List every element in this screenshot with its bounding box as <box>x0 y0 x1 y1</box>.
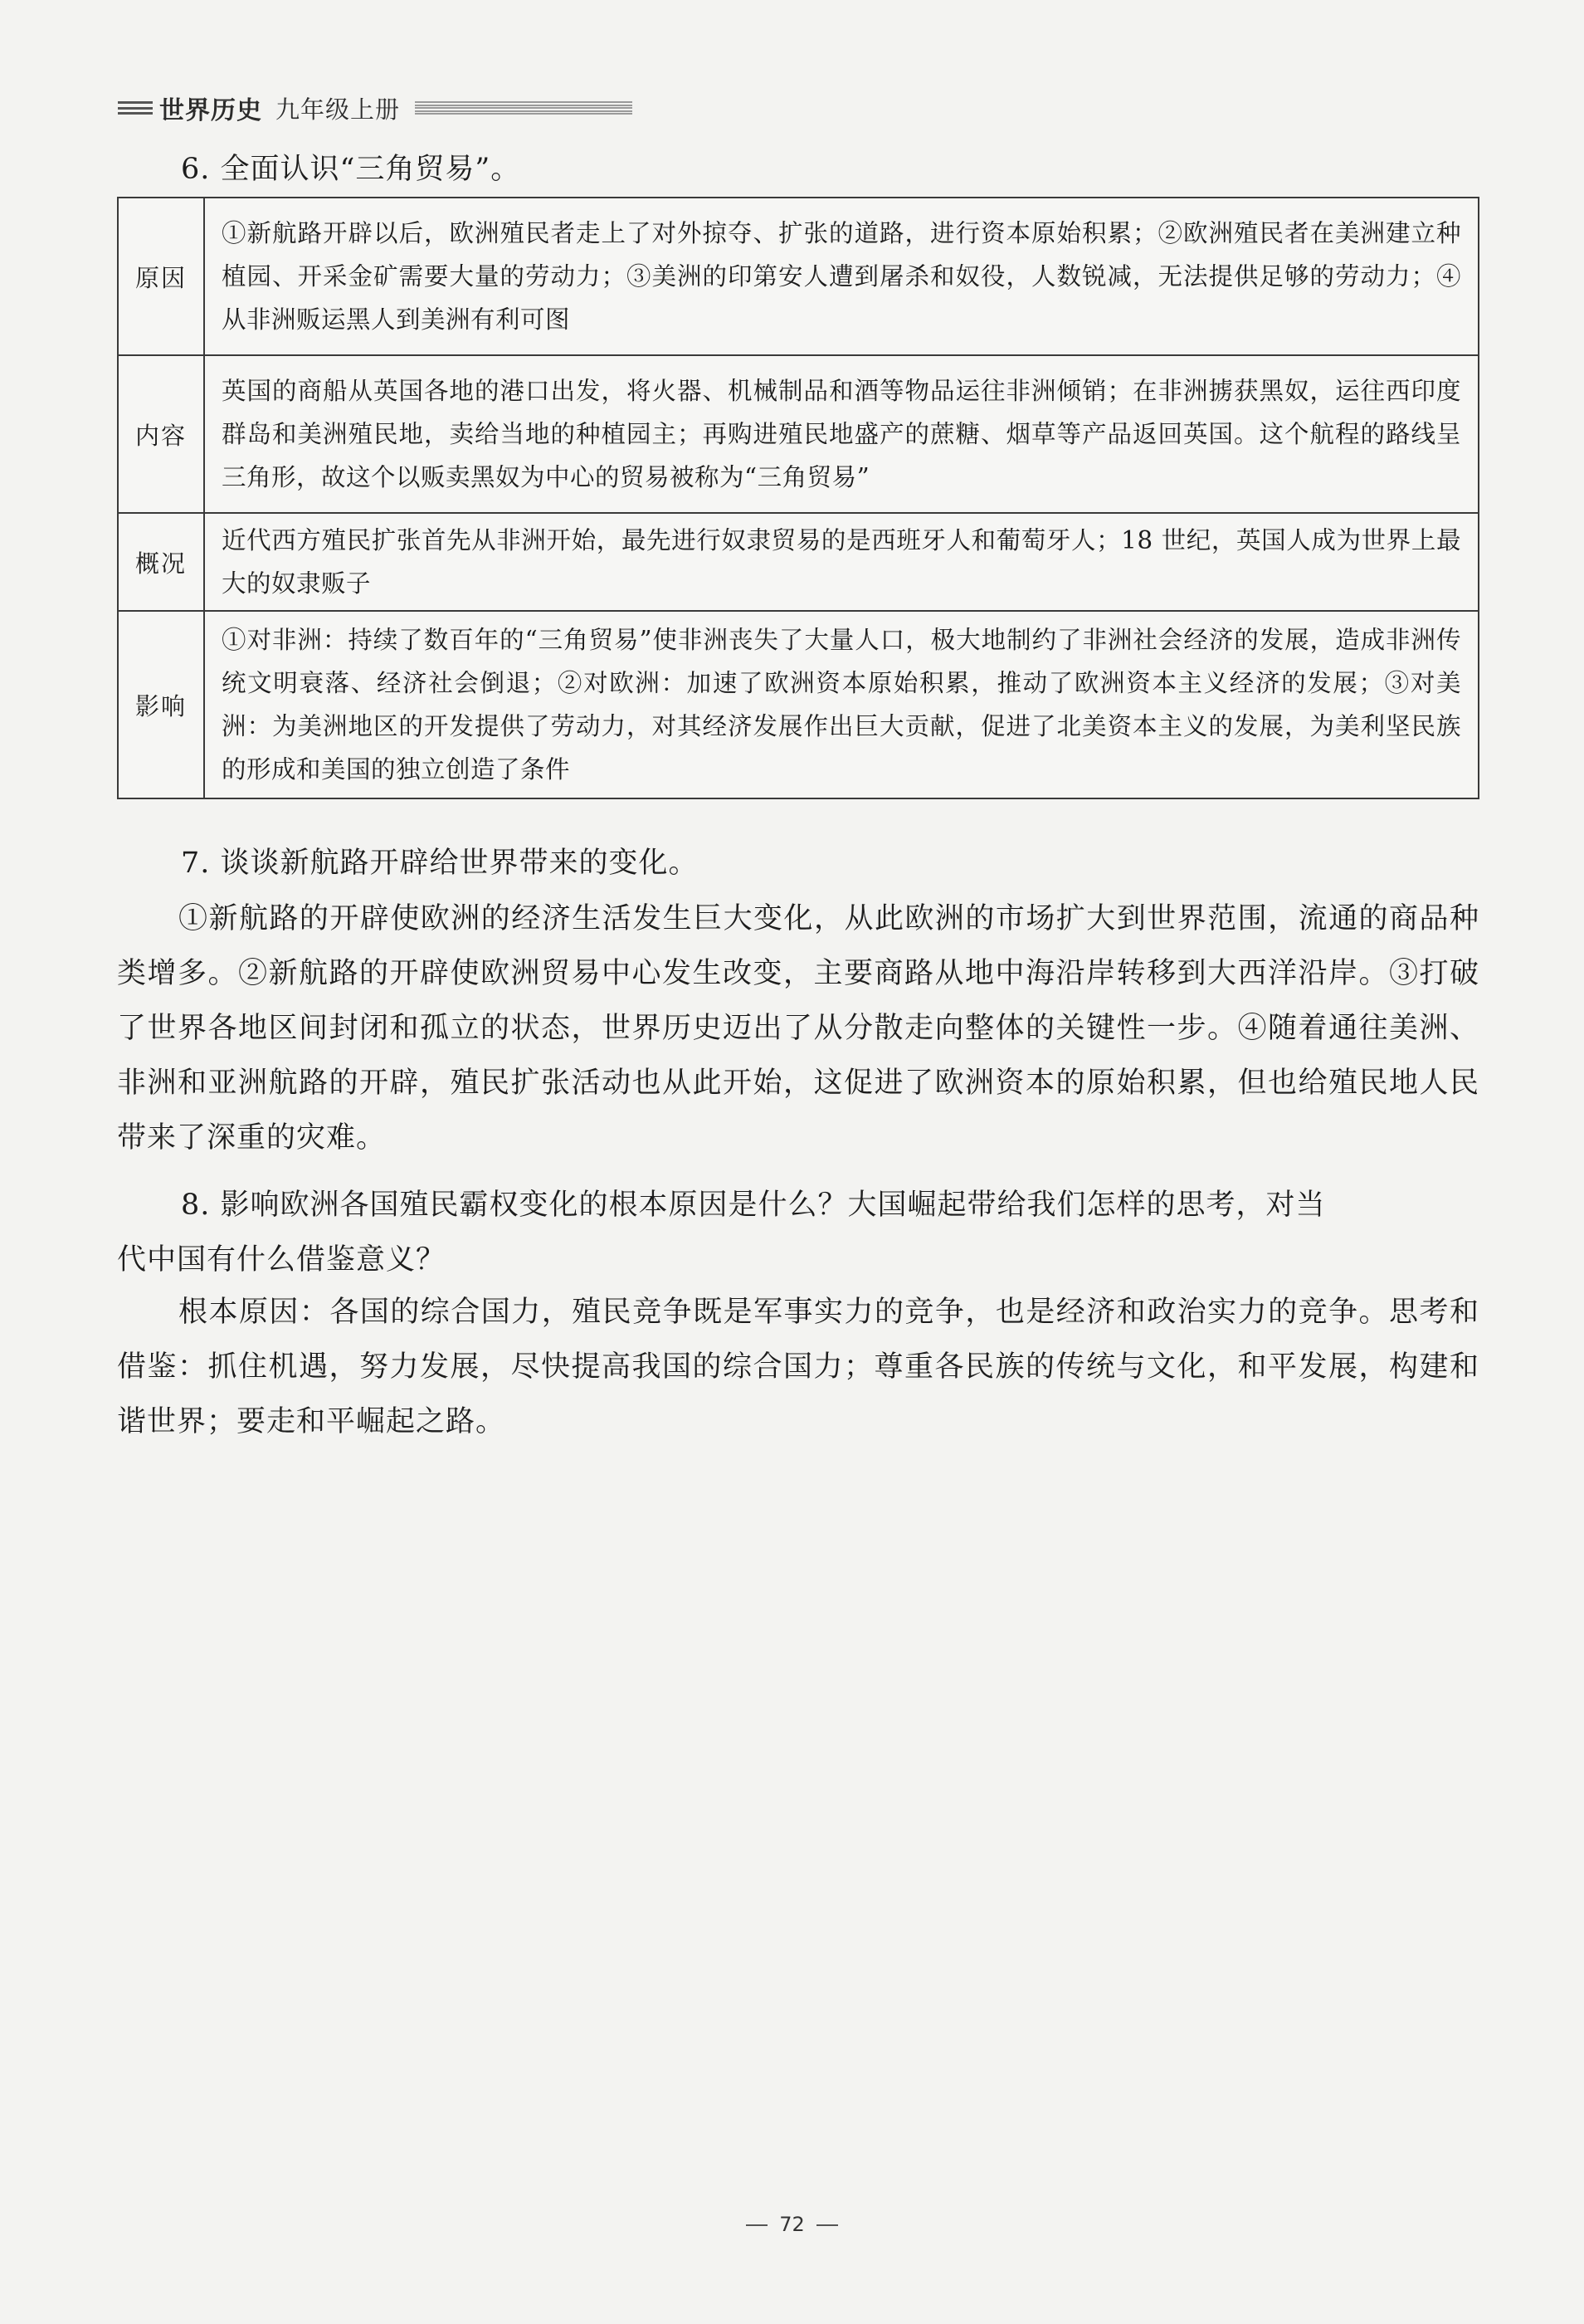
question-7-answer: ①新航路的开辟使欧洲的经济生活发生巨大变化，从此欧洲的市场扩大到世界范围，流通的商品种类增多。②新航路的开辟使欧洲贸易中心发生改变，主要商路从地中海沿岸转移到大西洋沿岸。③打破了世界各地区间封闭和孤立的状态，世界历史迈出了从分散走向整体的关键性一步。④随着通往美洲、非洲和亚洲航路的开辟，殖民扩张活动也从此开始，这促进了欧洲资本的原始积累，但也给殖民地人民带来了深重的灾难。 <box>117 902 1479 1155</box>
page-header <box>118 91 632 124</box>
footer-dash-right <box>816 2224 838 2226</box>
table-row <box>118 513 1479 611</box>
table-row <box>118 611 1479 798</box>
row-label-content: 内容 <box>118 355 204 513</box>
row-label-cause: 原因 <box>118 198 204 355</box>
question-8-title-line2: 代中国有什么借鉴意义？ <box>117 1243 446 1277</box>
question-8-title-line1: 8. 影响欧洲各国殖民霸权变化的根本原因是什么？大国崛起带给我们怎样的思考，对当 <box>181 1189 1326 1222</box>
page-number: 72 <box>779 2213 805 2236</box>
row-content-overview: 近代西方殖民扩张首先从非洲开始，最先进行奴隶贸易的是西班牙人和葡萄牙人；18 世纪，英国人成为世界上最大的奴隶贩子 <box>204 513 1479 611</box>
row-content-cause: ①新航路开辟以后，欧洲殖民者走上了对外掠夺、扩张的道路，进行资本原始积累；②欧洲殖民者在美洲建立种植园、开采金矿需要大量的劳动力；③美洲的印第安人遭到屠杀和奴役，人数锐减，无法提供足够的劳动力；④从非洲贩运黑人到美洲有利可图 <box>204 198 1479 355</box>
row-content-content: 英国的商船从英国各地的港口出发，将火器、机械制品和酒等物品运往非洲倾销；在非洲掳获黑奴，运往西印度群岛和美洲殖民地，卖给当地的种植园主；再购进殖民地盛产的蔗糖、烟草等产品返回英国。这个航程的路线呈三角形，故这个以贩卖黑奴为中心的贸易被称为“三角贸易” <box>204 355 1479 513</box>
book-title: 世界历史 <box>159 96 262 125</box>
header-decoration-left <box>118 101 153 115</box>
question-6-title: 6. 全面认识“三角贸易”。 <box>181 153 521 186</box>
header-decoration-right <box>415 101 632 115</box>
page-footer <box>0 2213 1584 2236</box>
row-label-overview: 概况 <box>118 513 204 611</box>
row-content-impact: ①对非洲：持续了数百年的“三角贸易”使非洲丧失了大量人口，极大地制约了非洲社会经济的发展，造成非洲传统文明衰落、经济社会倒退；②对欧洲：加速了欧洲资本原始积累，推动了欧洲资本主义经济的发展；③对美洲：为美洲地区的开发提供了劳动力，对其经济发展作出巨大贡献，促进了北美资本主义的发展，为美利坚民族的形成和美国的独立创造了条件 <box>204 611 1479 798</box>
table-row <box>118 355 1479 513</box>
question-7-title: 7. 谈谈新航路开辟给世界带来的变化。 <box>181 847 699 880</box>
triangle-trade-table <box>117 197 1479 799</box>
table-row <box>118 198 1479 355</box>
book-subtitle: 九年级上册 <box>275 95 401 124</box>
footer-dash-left <box>746 2224 768 2226</box>
question-8-answer: 根本原因：各国的综合国力，殖民竞争既是军事实力的竞争，也是经济和政治实力的竞争。思考和借鉴：抓住机遇，努力发展，尽快提高我国的综合国力；尊重各民族的传统与文化，和平发展，构建和谐世界；要走和平崛起之路。 <box>117 1296 1479 1438</box>
row-label-impact: 影响 <box>118 611 204 798</box>
